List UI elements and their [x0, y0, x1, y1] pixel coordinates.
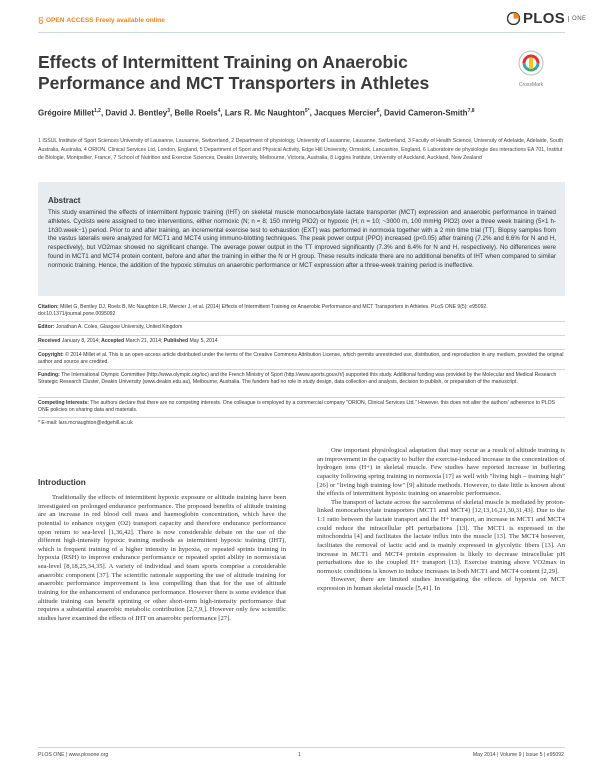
dates-line — [38, 338, 565, 345]
published-date: May 5, 2014 — [189, 338, 218, 344]
competing-interests-line — [38, 400, 565, 415]
meta-divider — [38, 335, 565, 336]
crossmark-label: CrossMark — [518, 82, 544, 88]
author-name: David Cameron-Smith — [383, 108, 468, 118]
meta-divider — [38, 369, 565, 370]
abstract-text: This study examined the effects of intermittent hypoxic training (IHT) on skeletal muscle monocarboxylate lactate transporter (MCT) expression and anaerobic performance in trained athletes. Cyclists were assigned to two interventions, either normoxic (N; n = 8; 150 mmHg PIO2) or hypoxic (H; n = 10; ~3000 m, 100 mmHg PIO2) over a three week training (5×1 h-1h30.week−1) period. Prior to and after training, an incremental exercise test to exhaustion (EXT) was performed in normoxia together with a 2 min time trial (TT). Biopsy samples from the vastus lateralis were analyzed for MCT1 and MCT4 using immuno-blotting techniques. The peak power output (PPO) increased (p<0.05) after training (7.2% and 6.6% for N and H, respectively), but VO2max showed no significant change. The average power output in the TT improved significantly (7.3% and 6.4% for N and H, respectively). No differences were found in MCT1 and MCT4 protein content, before and after the training in either the N or H group. These results indicate there are no additional benefits of IHT when compared to similar normoxic training. Hence, the addition of the hypoxic stimulus on anaerobic performance or MCT expression after a three-week training period is ineffective. — [48, 209, 556, 269]
one-wordmark: ONE — [568, 16, 587, 22]
affiliations: 1 ISSUL Institute of Sport Sciences University of Lausanne, Lausanne, Switzerland, 2 Department of physiology, University of Lausanne, Lausanne, Switzerland, 3 Faculty of Health Science, University of Adelaide, Adelaide, South Australia, Australia, 4 ORION, Clinical Services Ltd, London, England, 5 Department of Sport and Physical Activity, Edge Hill University, Ormskirk, Lancashire, England, 6 Laboratoire de physiologie des interactions EA 701, Institut de Biologie, Montpellier, France, 7 School of Nutrition and Exercise Sciences, Deakin University, Melbourne, Victoria, Australia, 8 Liggins Institute, University of Auckland, Auckland, New Zealand — [38, 138, 564, 162]
intro-right-column — [317, 447, 565, 594]
meta-divider — [38, 321, 565, 322]
received-label: Received — [38, 338, 61, 344]
author-name: Lars R. Mc Naughton — [224, 108, 305, 118]
copyright-line — [38, 352, 565, 367]
introduction-heading: Introduction — [38, 478, 86, 487]
open-lock-icon — [38, 17, 44, 24]
crossmark-icon — [518, 50, 544, 76]
author-name: Belle Roels — [174, 108, 218, 118]
body-paragraph: Traditionally the effects of intermittent hypoxic exposure or altitude training have been investigated on prolonged endurance performance. The proposed benefits of altitude training are an increase in red blood cell mass and haemoglobin concentration, which have the potential to enhance oxygen (O2) transport capacity and therefore endurance performance upon return to sea-level [1,36,42]. There is now considerable debate on the use of the different high-intensity hypoxic training methods as intermittent hypoxic training (IHT), which is frequent training of a higher intensity in hypoxia, or repeated sprints training in hypoxia (RSH) to improve endurance performance or repeated sprint ability in normoxia/at sea-level [8,18,25,34,35]. A variety of individual and team sports comprise a considerable anaerobic component [37]. The scientific rationale supporting the use of altitude training for anaerobic performance improvement is less compelling than that for the use of altitude training for the enhancement of endurance performance. However there is some evidence that altitude training can benefit sprinting or other short-term high-intensity performance that requires a substantial anaerobic metabolic contribution [2,7,9,]. However only few scientific studies have examined the effects of IHT on anaerobic performance [27]. — [38, 494, 286, 622]
editor-text: Jonathan A. Coles, Glasgow University, United Kingdom — [55, 324, 183, 330]
citation-text: Millet G, Bentley DJ, Roels B, Mc Naughton LR, Mercier J, et al. (2014) Effects of Intermittent Training on Anaerobic Performance and MCT Transporters in Athletes. PLoS ONE 9(5): e95092. doi:10.1371/journal.pone.0095092 — [38, 304, 488, 318]
accepted-date: March 21, 2014; — [125, 338, 163, 344]
meta-divider — [38, 417, 565, 418]
funding-line — [38, 372, 565, 387]
author-affiliation-marker: 6 — [376, 108, 380, 114]
author-affiliation-marker: 4 — [217, 108, 221, 114]
plos-one-logo[interactable] — [507, 10, 587, 27]
abstract-heading: Abstract — [48, 196, 81, 205]
article-title: Effects of Intermittent Training on Anaerobic Performance and MCT Transporters in Athletes — [38, 52, 430, 93]
footer-issue: May 2014 | Volume 9 | Issue 5 | e95092 — [472, 752, 564, 758]
received-date: January 8, 2014; — [61, 338, 100, 344]
email-line[interactable]: * E-mail: lars.mcnaughton@edgehill.ac.uk — [38, 420, 133, 426]
open-access-badge — [38, 17, 165, 24]
copyright-label: Copyright: — [38, 352, 64, 358]
copyright-text: © 2014 Millet et al. This is an open-access article distributed under the terms of the Creative Commons Attribution License, which permits unrestricted use, distribution, and reproduction in any medium, provided the original author and source are credited. — [38, 352, 564, 366]
published-label: Published — [163, 338, 189, 344]
funding-text: The International Olympic Committee (http://www.olympic.org/ioc) and the French Ministry of Sport (http://www.sports.gouv.fr/) supported this study. Additional funding was provided by the Molecular and Medical Research Strategic Research Cluster, Deakin University (www.deakin.edu.au), Melbourne, Australia. The funders had no role in study design, data collection and analysis, decision to publish, or preparation of the manuscript. — [38, 372, 557, 386]
author-affiliation-marker: 1,2 — [94, 108, 101, 114]
page-number: 1 — [298, 752, 301, 758]
citation-line — [38, 304, 565, 319]
footer-divider — [38, 747, 565, 748]
competing-text: The authors declare that there are no competing interests. One colleague is employed by a commercial company "ORION, Clinical Services Ltd." However, this does not alter the authors' adherence to PLOS ONE policies on sharing data and materials. — [38, 400, 555, 414]
meta-divider — [38, 349, 565, 350]
author-affiliation-marker: 3 — [167, 108, 171, 114]
plos-wordmark: PLOS — [523, 10, 566, 27]
author-name: Grégoire Millet — [38, 108, 95, 118]
author-affiliation-marker: 5* — [304, 108, 310, 114]
access-label: ACCESS — [66, 17, 94, 24]
editor-label: Editor: — [38, 324, 55, 330]
freely-available-label: Freely available online — [95, 17, 165, 24]
editor-line — [38, 324, 565, 331]
body-paragraph: The transport of lactate across the sarcolemma of skeletal muscle is mediated by proton-linked monocarboxylate transporters (MCT1 and MCT4) [12,13,16,21,30,31,43]. Due to the 1:1 ratio between the lactate transport and the H+ transport, an increase in MCT1 and MCT4 could reduce the intracellular pH perturbations [13]. The MCT1 is expressed in the mitochondria [4] and facilitates the lactate influx into the muscle [13]. The MCT4 however, facilitates the removal of lactic acid and is mainly expressed in glycolytic fibers [13]. An increase in MCT1 and MCT4 protein expression is likely to decrease intracellular pH perturbations due to the coupled H+ transport [13]. Exercise training above VO2max in normoxic conditions is known to induce increases in both MCT1 and MCT4 content [2,29]. — [317, 498, 565, 575]
open-label: OPEN — [46, 17, 65, 24]
intro-left-column — [38, 494, 286, 623]
header-divider — [38, 32, 565, 33]
body-paragraph: One important physiological adaptation that may occur as a result of altitude training is an improvement in the capacity to buffer the exercise-induced increase in the concentration of hydrogen ions (H+) in skeletal muscle. Few studies have reported increase in buffering capacity following spring training in normoxia [17] as well with "living high – training high" [26] or "living high training low" [9] altitude methods. However, to date little is known about the effects of intermittent hypoxic training on anaerobic performance. — [317, 447, 565, 498]
body-paragraph: However, there are limited studies investigating the effects of hypoxia on MCT expression in human skeletal muscle [5,41]. In — [317, 576, 565, 592]
plos-logo-icon — [507, 12, 520, 25]
crossmark-badge[interactable] — [509, 50, 553, 88]
meta-divider — [38, 397, 565, 398]
citation-label: Citation: — [38, 304, 59, 310]
footer-journal[interactable]: PLOS ONE | www.plosone.org — [38, 752, 109, 758]
competing-label: Competing Interests: — [38, 400, 89, 406]
author-name: Jacques Mercier — [314, 108, 377, 118]
accepted-label: Accepted — [101, 338, 125, 344]
author-list: Grégoire Millet$^{1,2}$, David J. Bentley$^3$, Belle Roels$^4$, Lars R. Mc Naughton$^{5*}$, Jacques Mercier$^6$, David Cameron-Smith$^{7,8}$ — [38, 108, 475, 118]
funding-label: Funding: — [38, 372, 60, 378]
author-affiliation-marker: 7,8 — [467, 108, 475, 114]
author-name: David J. Bentley — [105, 108, 168, 118]
